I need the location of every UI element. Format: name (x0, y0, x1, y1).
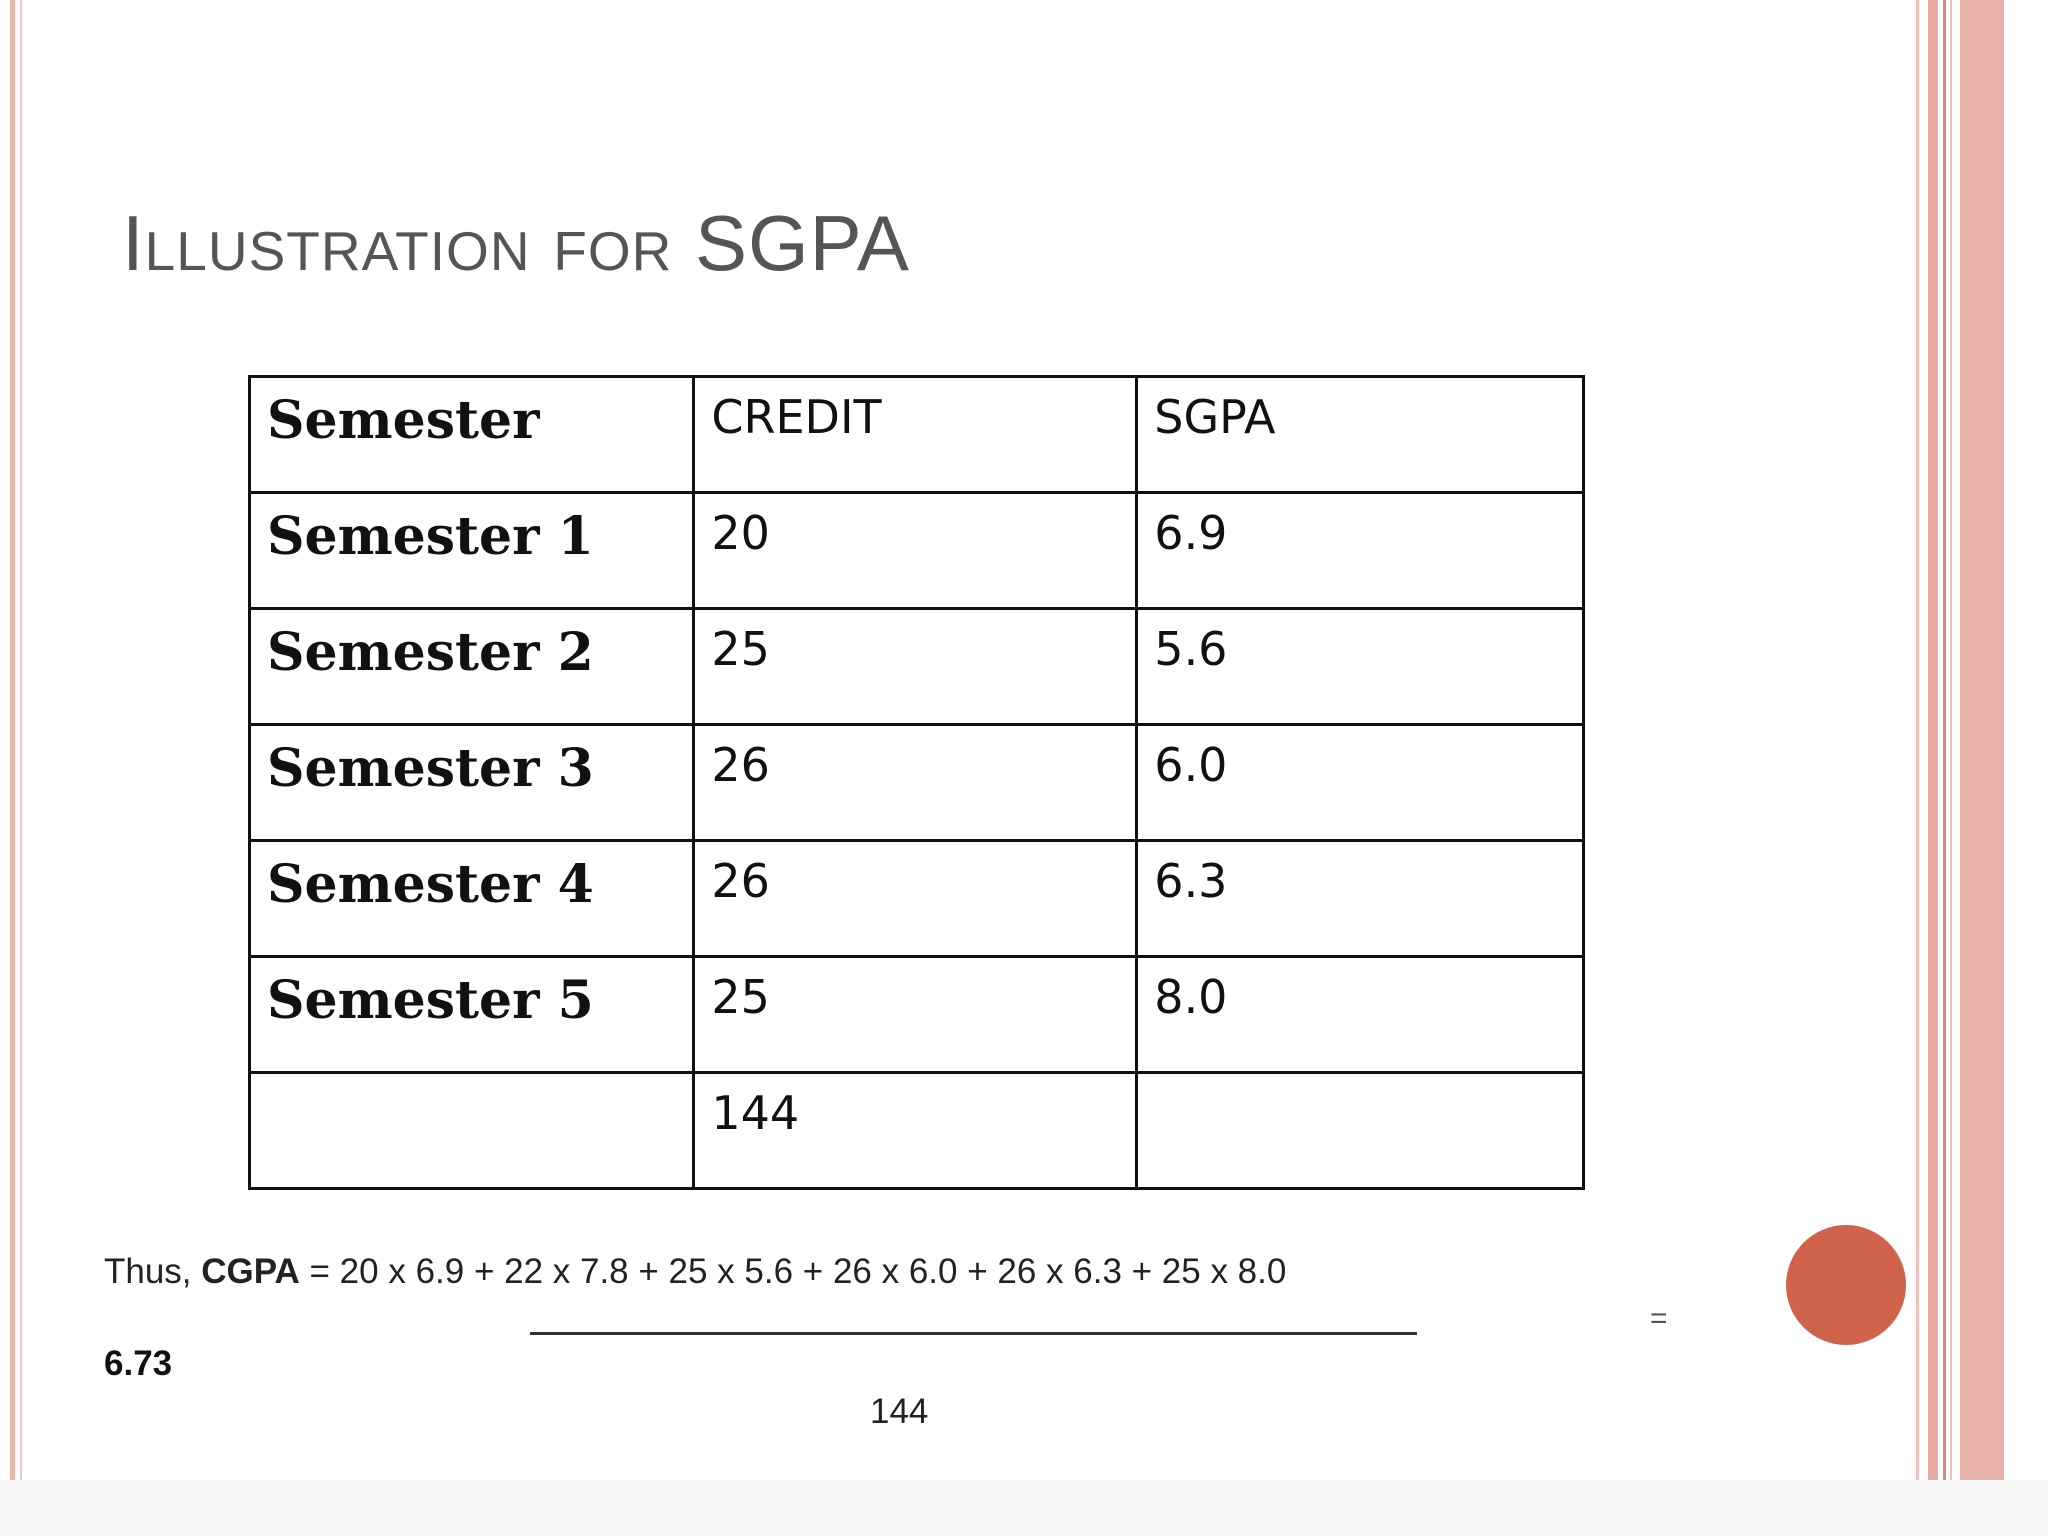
table-cell: Semester 4 (250, 841, 694, 957)
formula-denominator: 144 (870, 1392, 929, 1431)
table-row (250, 609, 1584, 725)
table-cell (1137, 1073, 1584, 1189)
table-row (250, 841, 1584, 957)
formula-prefix: Thus, (104, 1252, 202, 1291)
table-row (250, 957, 1584, 1073)
header-cell: Semester (250, 377, 694, 493)
table-cell: 8.0 (1137, 957, 1584, 1073)
sgpa-table (248, 375, 1585, 1190)
table-header-row (250, 377, 1584, 493)
left-border-line-thin (20, 0, 22, 1480)
decorative-circle (1786, 1225, 1906, 1345)
table-cell: 25 (694, 957, 1137, 1073)
right-border-band (1960, 0, 2004, 1480)
table-cell: Semester 5 (250, 957, 694, 1073)
table-total-row (250, 1073, 1584, 1189)
formula-expression: = 20 x 6.9 + 22 x 7.8 + 25 x 5.6 + 26 x 6.0 + 26 x 6.3 + 25 x 8.0 (299, 1252, 1287, 1291)
left-border-line (10, 0, 15, 1480)
bottom-margin (0, 1480, 2048, 1536)
fraction-line (530, 1332, 1417, 1335)
right-border-line (1916, 0, 1919, 1480)
right-border-line (1943, 0, 1946, 1480)
table-cell: 26 (694, 841, 1137, 957)
slide-title: Illustration for SGPA (122, 199, 910, 287)
total-credit-cell: 144 (694, 1073, 1137, 1189)
table-cell: 6.0 (1137, 725, 1584, 841)
header-cell: CREDIT (694, 377, 1137, 493)
cgpa-formula (104, 1252, 1286, 1292)
table-cell: Semester 1 (250, 493, 694, 609)
right-border-line (1928, 0, 1938, 1480)
table-row (250, 725, 1584, 841)
table-cell: 26 (694, 725, 1137, 841)
right-border-line (1950, 0, 1952, 1480)
table-cell: 5.6 (1137, 609, 1584, 725)
table-cell: 20 (694, 493, 1137, 609)
table-cell: 6.9 (1137, 493, 1584, 609)
table-cell: 6.3 (1137, 841, 1584, 957)
table-cell: Semester 3 (250, 725, 694, 841)
table-cell: 25 (694, 609, 1137, 725)
table-row (250, 493, 1584, 609)
table-cell: Semester 2 (250, 609, 694, 725)
header-cell: SGPA (1137, 377, 1584, 493)
equals-sign: = (1650, 1302, 1668, 1335)
formula-term: CGPA (201, 1252, 300, 1291)
table-cell (250, 1073, 694, 1189)
cgpa-result: 6.73 (104, 1344, 173, 1383)
